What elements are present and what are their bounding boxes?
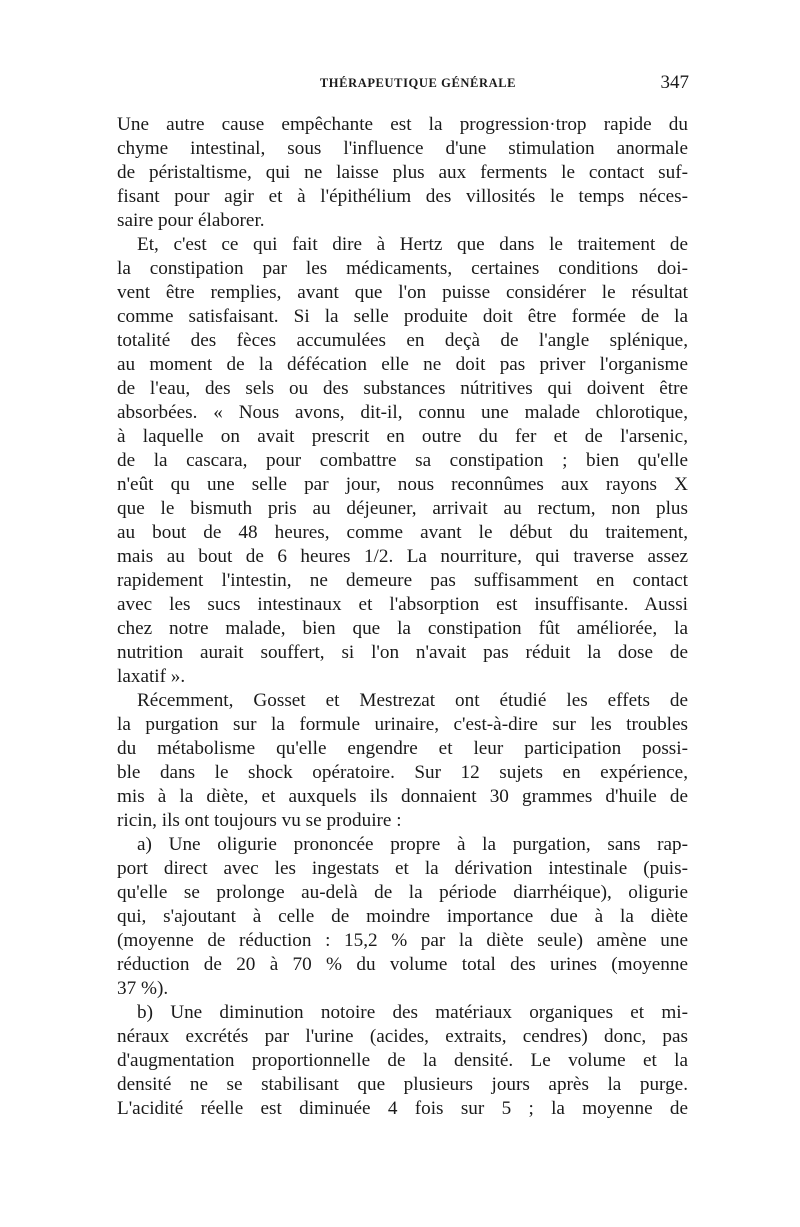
text-line: vent être remplies, avant que l'on puisse considérer le résultat — [117, 282, 688, 303]
text-line: a) Une oligurie prononcée propre à la purgation, sans rap- — [137, 834, 688, 855]
text-line: de la cascara, pour combattre sa constipation ; bien qu'elle — [117, 450, 688, 471]
text-line: Récemment, Gosset et Mestrezat ont étudié les effets de — [137, 690, 688, 711]
text-line: avec les sucs intestinaux et l'absorption est insuffisante. Aussi — [117, 594, 688, 615]
text-line: la constipation par les médicaments, certaines conditions doi- — [117, 258, 688, 279]
text-line: b) Une diminution notoire des matériaux organiques et mi- — [137, 1002, 688, 1023]
text-line: Une autre cause empêchante est la progression·trop rapide du — [117, 114, 688, 135]
text-line: d'augmentation proportionnelle de la densité. Le volume et la — [117, 1050, 688, 1071]
text-line: à laquelle on avait prescrit en outre du fer et de l'arsenic, — [117, 426, 688, 447]
body-text — [117, 113, 688, 1121]
text-line: L'acidité réelle est diminuée 4 fois sur 5 ; la moyenne de — [117, 1098, 688, 1119]
text-line: chyme intestinal, sous l'influence d'une stimulation anormale — [117, 138, 688, 159]
text-line: du métabolisme qu'elle engendre et leur participation possi- — [117, 738, 688, 759]
text-line: nutrition aurait souffert, si l'on n'avait pas réduit la dose de — [117, 642, 688, 663]
text-line: 37 %). — [117, 978, 169, 999]
text-line: que le bismuth pris au déjeuner, arrivait au rectum, non plus — [117, 498, 688, 519]
text-line: qui, s'ajoutant à celle de moindre importance due à la diète — [117, 906, 688, 927]
page-number: 347 — [660, 72, 689, 93]
text-line: densité ne se stabilisant que plusieurs jours après la purge. — [117, 1074, 688, 1095]
text-line: saire pour élaborer. — [117, 210, 265, 231]
text-line: ble dans le shock opératoire. Sur 12 sujets en expérience, — [117, 762, 688, 783]
text-line: Et, c'est ce qui fait dire à Hertz que dans le traitement de — [137, 234, 688, 255]
page-header — [117, 72, 689, 100]
text-line: n'eût qu une selle par jour, nous reconnûmes aux rayons X — [117, 474, 688, 495]
text-line: absorbées. « Nous avons, dit-il, connu une malade chlorotique, — [117, 402, 688, 423]
text-line: (moyenne de réduction : 15,2 % par la diète seule) amène une — [117, 930, 688, 951]
text-line: réduction de 20 à 70 % du volume total des urines (moyenne — [117, 954, 688, 975]
text-line: la purgation sur la formule urinaire, c'est-à-dire sur les troubles — [117, 714, 688, 735]
text-line: néraux excrétés par l'urine (acides, extraits, cendres) donc, pas — [117, 1026, 688, 1047]
text-line: port direct avec les ingestats et la dérivation intestinale (puis- — [117, 858, 688, 879]
text-line: chez notre malade, bien que la constipation fût améliorée, la — [117, 618, 688, 639]
text-line: fisant pour agir et à l'épithélium des villosités le temps néces- — [117, 186, 688, 207]
text-line: ricin, ils ont toujours vu se produire : — [117, 810, 402, 831]
text-line: mais au bout de 6 heures 1/2. La nourriture, qui traverse assez — [117, 546, 688, 567]
text-line: au moment de la défécation elle ne doit pas priver l'organisme — [117, 354, 688, 375]
text-line: mis à la diète, et auxquels ils donnaient 30 grammes d'huile de — [117, 786, 688, 807]
text-line: qu'elle se prolonge au-delà de la période diarrhéique), oligurie — [117, 882, 688, 903]
text-line: rapidement l'intestin, ne demeure pas suffisamment en contact — [117, 570, 688, 591]
text-line: de péristaltisme, qui ne laisse plus aux ferments le contact suf- — [117, 162, 688, 183]
text-line: comme satisfaisant. Si la selle produite doit être formée de la — [117, 306, 688, 327]
text-line: laxatif ». — [117, 666, 186, 687]
text-line: au bout de 48 heures, comme avant le début du traitement, — [117, 522, 688, 543]
running-title: THÉRAPEUTIQUE GÉNÉRALE — [319, 76, 517, 90]
text-line: totalité des fèces accumulées en deçà de l'angle splénique, — [117, 330, 688, 351]
text-line: de l'eau, des sels ou des substances nútritives qui doivent être — [117, 378, 688, 399]
